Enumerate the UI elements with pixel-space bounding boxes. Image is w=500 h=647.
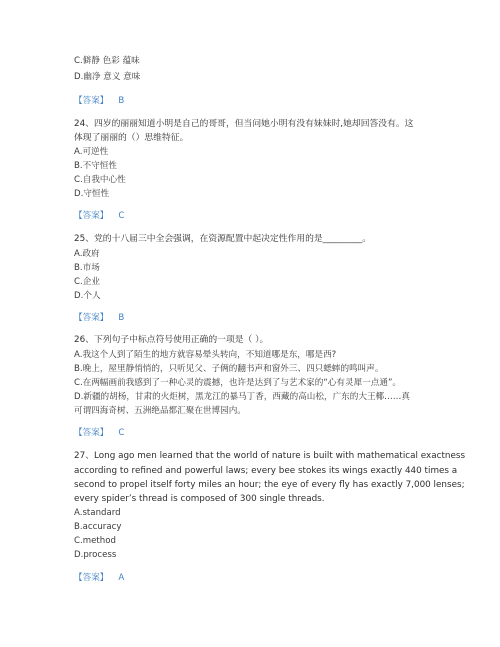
q24-option-b: B.不守恒性	[74, 161, 118, 171]
q27-stem-line-1: 27、Long ago men learned that the world of nature is built with mathematical exactness	[74, 451, 466, 461]
q27-stem-line-2: according to refined and powerful laws; every bee stokes its wings exactly 440 times a	[74, 466, 458, 476]
q26-option-c: C.在两幅画前我感到了一种心灵的震撼，也许是达到了与艺术家的“心有灵犀一点通”。	[74, 378, 402, 388]
q27-option-d: D.process	[74, 550, 117, 560]
q23-answer-label: 【答案】	[74, 96, 109, 106]
q27-stem-line-4: every spider’s thread is composed of 300 single threads.	[74, 494, 325, 504]
q23-option-c: C.僻静 色彩 蕴味	[74, 56, 140, 66]
q25-answer-value: B	[118, 313, 125, 323]
q23-option-d: D.幽净 意义 意味	[74, 72, 141, 82]
q26-answer-value: C	[118, 428, 125, 438]
q24-answer-value: C	[118, 211, 125, 221]
q26-option-d-line-2: 可谓四海奇树、五洲绝品都汇聚在世博园内。	[74, 406, 246, 416]
q27-answer-value: A	[118, 573, 125, 583]
q25-answer	[74, 313, 124, 324]
q24-option-a: A.可逆性	[74, 147, 109, 157]
q26-answer-label: 【答案】	[74, 428, 109, 438]
q23-answer	[74, 96, 124, 107]
q24-option-c: C.自我中心性	[74, 175, 126, 185]
q27-option-a: A.standard	[74, 508, 121, 518]
q25-answer-label: 【答案】	[74, 313, 109, 323]
q24-stem-line-1: 24、四岁的丽丽知道小明是自己的哥哥，但当问她小明有没有妹妹时,她却回答没有。这	[74, 119, 414, 129]
q24-answer-label: 【答案】	[74, 211, 109, 221]
q26-option-d-line-1: D.新疆的胡杨，甘肃的火炬树，黑龙江的暴马丁香，西藏的高山松，广东的大王椰……真	[74, 392, 410, 402]
q27-answer-label: 【答案】	[74, 573, 109, 583]
q24-answer	[74, 211, 124, 222]
q27-answer	[74, 573, 124, 584]
q26-stem: 26、下列句子中标点符号使用正确的一项是（ ）。	[74, 335, 269, 345]
q27-option-b: B.accuracy	[74, 522, 122, 532]
q26-answer	[74, 428, 124, 439]
q24-stem-line-2: 体现了丽丽的（）思维特征。	[74, 133, 189, 143]
q24-option-d: D.守恒性	[74, 189, 110, 199]
q25-option-c: C.企业	[74, 277, 100, 287]
q23-answer-value: B	[118, 96, 125, 106]
q25-option-b: B.市场	[74, 263, 100, 273]
q25-stem: 25、党的十八届三中全会强调，在资源配置中起决定性作用的是_________。	[74, 234, 372, 244]
q26-option-a: A.我这个人到了陌生的地方就容易晕头转向，不知道哪是东，哪是西?	[74, 350, 337, 360]
q27-stem-line-3: second to propel itself forty miles an hour; the eye of every fly has exactly 7,000 lenses;	[74, 480, 465, 490]
q25-option-d: D.个人	[74, 291, 101, 301]
q27-option-c: C.method	[74, 536, 116, 546]
q26-option-b: B.晚上，屋里静悄悄的，只听见父、子俩的翻书声和窗外三、四只蟋蟀的鸣叫声。	[74, 364, 384, 374]
q25-option-a: A.政府	[74, 249, 100, 259]
